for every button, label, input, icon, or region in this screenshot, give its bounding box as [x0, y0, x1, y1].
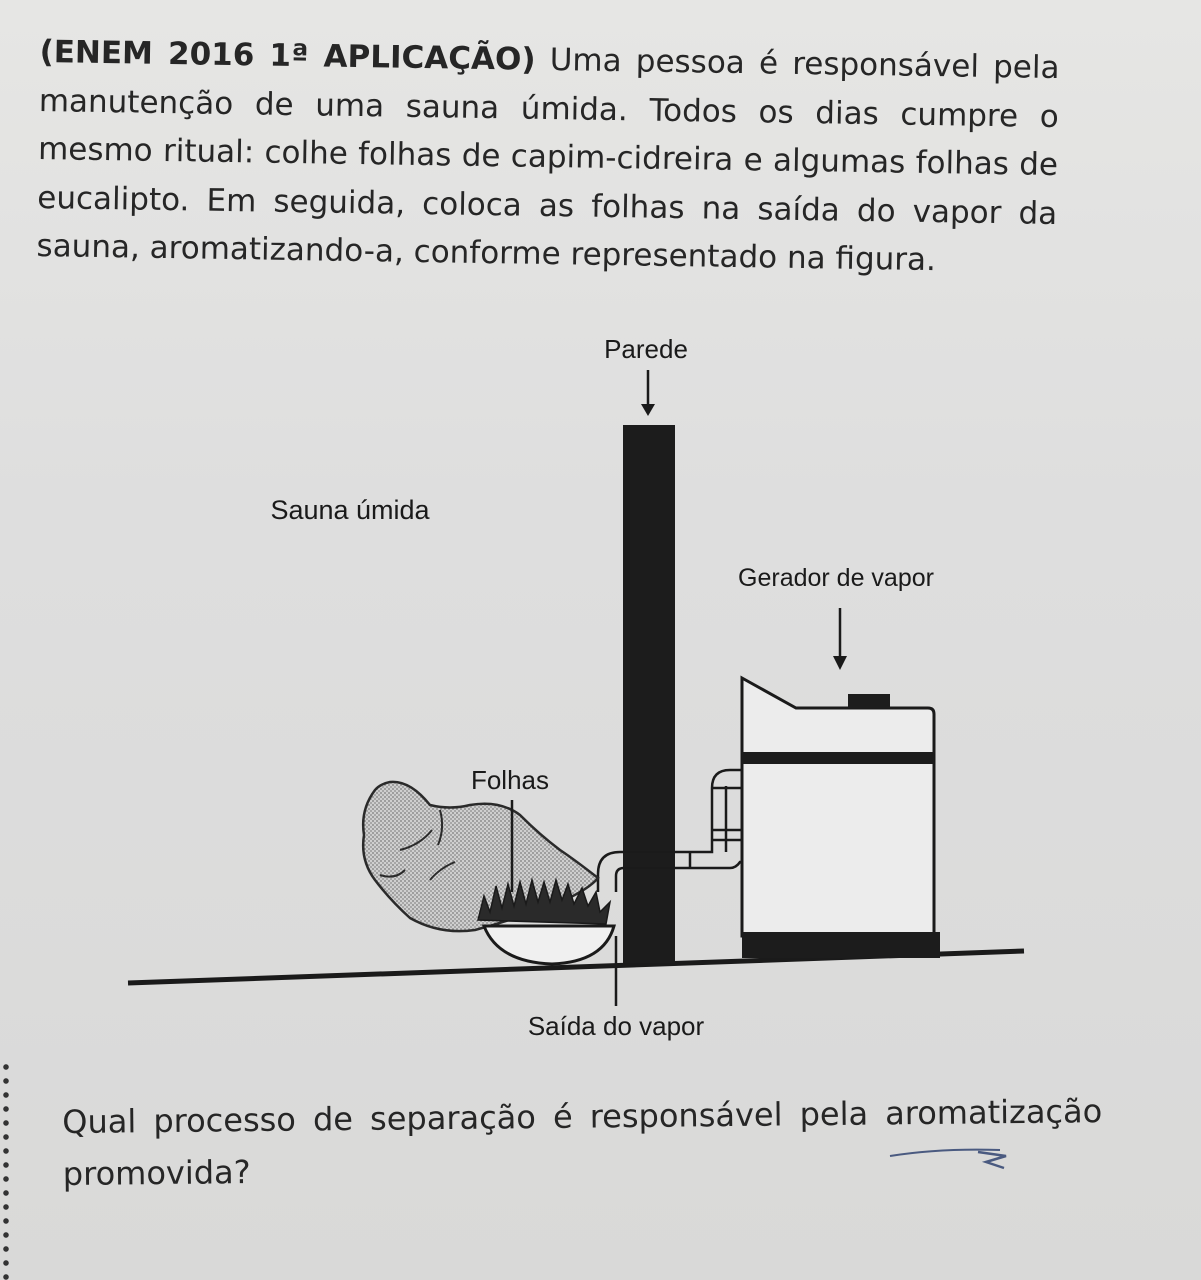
binder-holes	[0, 1060, 12, 1280]
label-outlet: Saída do vapor	[527, 1011, 705, 1041]
label-sauna: Sauna úmida	[270, 495, 430, 525]
steam-generator	[742, 678, 940, 958]
label-generator: Gerador de vapor	[738, 564, 934, 592]
question-line-1: Qual processo de separação é responsável pela aromatização	[62, 1092, 1103, 1141]
label-leaves: Folhas	[470, 765, 550, 795]
generator-arrow	[833, 608, 847, 670]
statement-text: Uma pessoa é responsável pela manutenção de uma sauna úmida. Todos os dias cumpre o mesmo ritual: colhe folhas de capim-cidreira e algumas folhas de eucalipto. Em seguida, coloca as folhas na saída do vapor da sauna, aromatizando-a, conforme representado na figura.	[36, 41, 1060, 279]
wall	[623, 425, 675, 963]
wall-arrow	[641, 370, 655, 416]
exam-source: (ENEM 2016 1ª APLICAÇÃO)	[39, 33, 536, 78]
bowl	[484, 926, 614, 964]
question-line-2: promovida?	[62, 1153, 251, 1193]
label-wall: Parede	[604, 334, 688, 364]
pen-mark	[880, 1128, 1040, 1178]
